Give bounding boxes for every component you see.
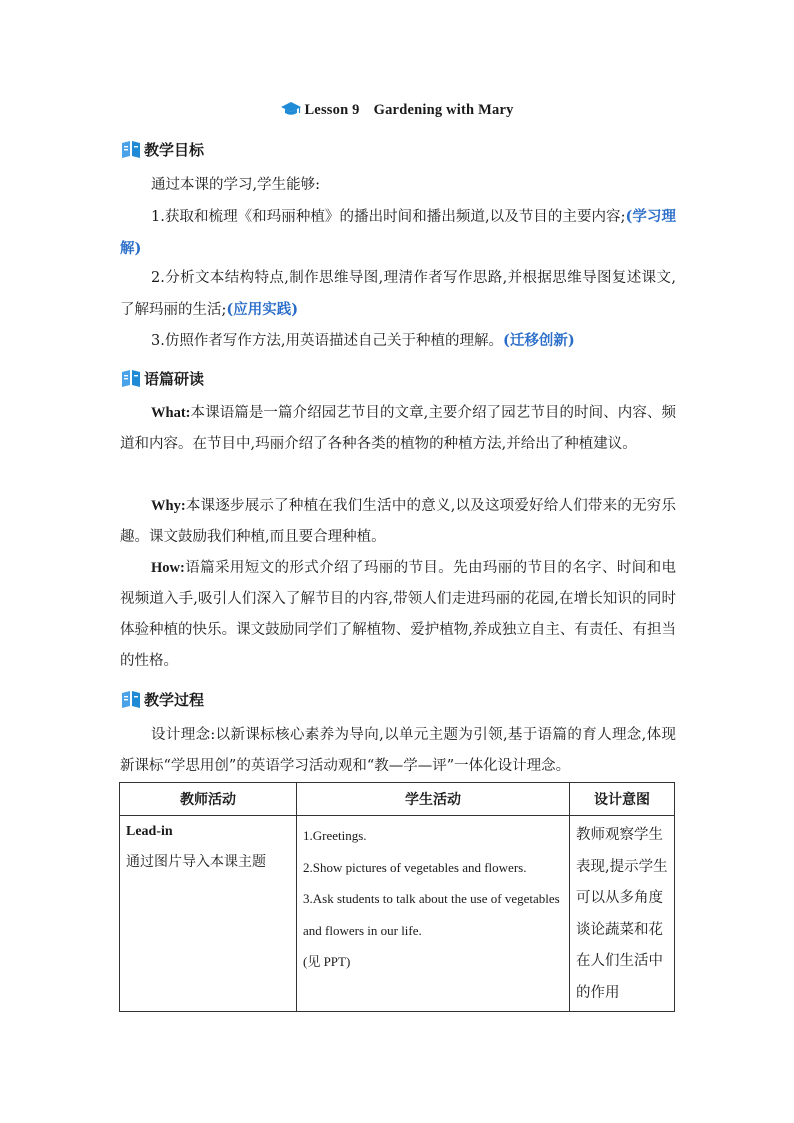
student-activity-cell — [297, 816, 570, 1012]
analysis-why: Why:本课逐步展示了种植在我们生活中的意义,以及这项爱好给人们带来的无穷乐趣。课文鼓励我们种植,而且要合理种植。 — [120, 498, 676, 545]
book-icon — [120, 368, 142, 388]
student-step: 1.Greetings. — [303, 828, 367, 843]
student-step-note: (见 PPT) — [303, 954, 351, 969]
design-intent-cell: 教师观察学生表现,提示学生可以从多角度谈论蔬菜和花在人们生活中的作用 — [570, 816, 675, 1012]
objectives-intro: 通过本课的学习,学生能够: — [151, 177, 320, 193]
book-icon — [120, 689, 142, 709]
table-row — [120, 816, 675, 1012]
objective-item: 1.获取和梳理《和玛丽种植》的播出时间和播出频道,以及节目的主要内容;(学习理解) — [120, 208, 676, 257]
student-step: 2.Show pictures of vegetables and flowers. — [303, 859, 527, 875]
lesson-number: Lesson 9 — [304, 102, 360, 118]
lesson-plan-table — [119, 782, 675, 1012]
objective-item: 3.仿照作者写作方法,用英语描述自己关于种植的理解。(迁移创新) — [151, 332, 575, 349]
table-header-row — [120, 783, 675, 816]
teacher-activity-cell — [120, 816, 297, 1012]
analysis-how: How:语篇采用短文的形式介绍了玛丽的节目。先由玛丽的节目的名字、时间和电视频道入手,吸引人们深入了解节目的内容,带领人们走进玛丽的花园,在增长知识的同时体验种植的快乐。课文鼓励同学们了解植物、爱护植物,养成独立自主、有责任、有担当的性格。 — [120, 560, 676, 669]
header-intent: 设计意图 — [570, 783, 675, 816]
graduation-cap-icon — [280, 101, 302, 122]
header-teacher: 教师活动 — [120, 783, 297, 816]
analysis-what: What:本课语篇是一篇介绍园艺节目的文章,主要介绍了园艺节目的时间、内容、频道和内容。在节目中,玛丽介绍了各种各类的植物的种植方法,并给出了种植建议。 — [120, 405, 676, 452]
section-heading-analysis: 语篇研读 — [120, 367, 204, 389]
header-student: 学生活动 — [297, 783, 570, 816]
lesson-title — [0, 101, 794, 122]
stage-title: Lead-in — [126, 824, 173, 839]
student-step: 3.Ask students to talk about the use of vegetables and flowers in our life. — [303, 891, 560, 938]
lesson-name: Gardening with Mary — [373, 102, 514, 118]
section-heading-objectives: 教学目标 — [120, 138, 204, 160]
objective-item: 2.分析文本结构特点,制作思维导图,理清作者写作思路,并根据思维导图复述课文,了解玛丽的生活;(应用实践) — [120, 270, 676, 318]
section-heading-process: 教学过程 — [120, 688, 204, 710]
process-intro: 设计理念:以新课标核心素养为导向,以单元主题为引领,基于语篇的育人理念,体现新课标“学思用创”的英语学习活动观和“教—学—评”一体化设计理念。 — [120, 727, 676, 774]
book-icon — [120, 139, 142, 159]
stage-description: 通过图片导入本课主题 — [126, 854, 266, 870]
